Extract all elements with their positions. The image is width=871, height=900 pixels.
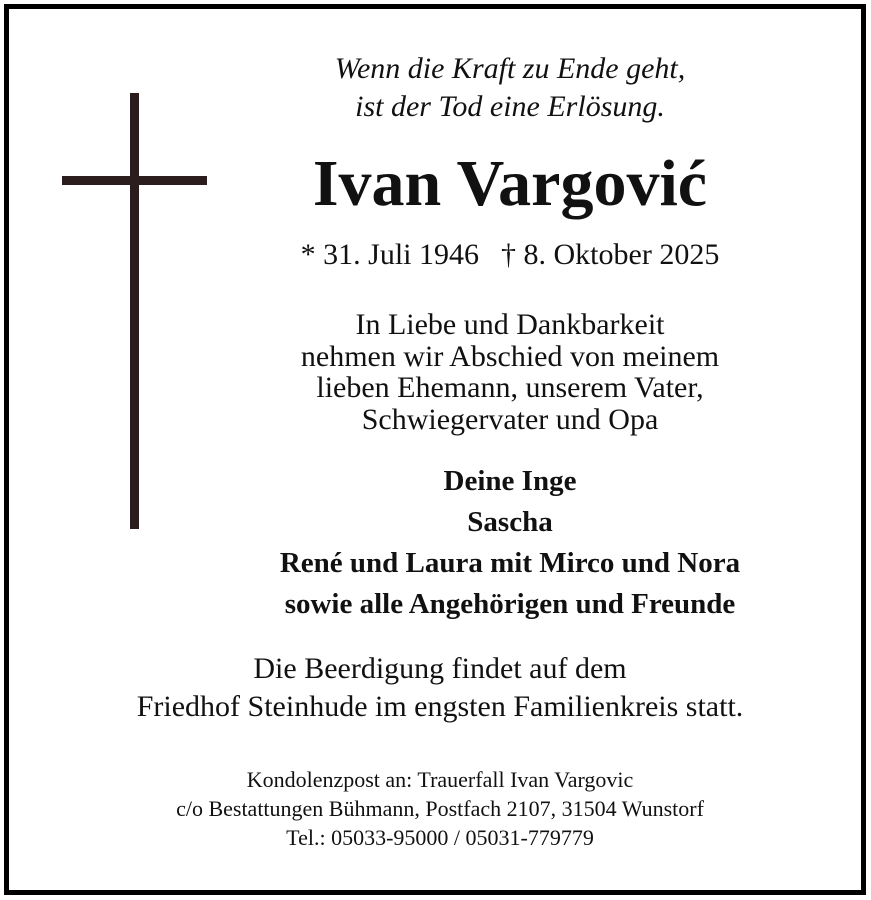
message-line: lieben Ehemann, unserem Vater, xyxy=(316,371,704,404)
message-line: nehmen wir Abschied von meinem xyxy=(300,339,720,373)
message-line: Schwiegervater und Opa xyxy=(361,402,659,436)
motto-line: Wenn die Kraft zu Ende geht, xyxy=(334,52,686,85)
mourner-line: sowie alle Angehörigen und Freunde xyxy=(284,588,736,620)
funeral-line: Friedhof Steinhude im engsten Familienkreis statt. xyxy=(136,690,744,723)
motto-verse xyxy=(210,50,810,126)
funeral-info xyxy=(30,650,850,726)
motto-line: ist der Tod eine Erlösung. xyxy=(355,90,665,123)
condolence-line: c/o Bestattungen Bühmann, Postfach 2107, 31504 Wunstorf xyxy=(176,796,704,821)
message-line: In Liebe und Dankbarkeit xyxy=(355,308,665,341)
death-date: † 8. Oktober 2025 xyxy=(501,238,720,271)
funeral-line: Die Beerdigung findet auf dem xyxy=(253,652,627,685)
birth-date: * 31. Juli 1946 xyxy=(300,238,480,271)
mourners-list xyxy=(210,461,810,625)
obituary-frame xyxy=(4,4,866,895)
condolence-line: Kondolenzpost an: Trauerfall Ivan Vargovic xyxy=(246,767,634,792)
life-dates xyxy=(210,236,810,274)
cross-vertical-beam xyxy=(130,93,139,529)
cross-horizontal-beam xyxy=(62,176,207,185)
mourner-line: Sascha xyxy=(467,506,553,538)
deceased-name: Ivan Vargović xyxy=(312,147,708,220)
condolence-phone: Tel.: 05033-95000 / 05031-779779 xyxy=(286,825,594,850)
farewell-message xyxy=(210,309,810,435)
mourner-line: René und Laura mit Mirco und Nora xyxy=(279,547,741,579)
mourner-line: Deine Inge xyxy=(443,465,577,497)
condolence-address xyxy=(30,765,850,852)
